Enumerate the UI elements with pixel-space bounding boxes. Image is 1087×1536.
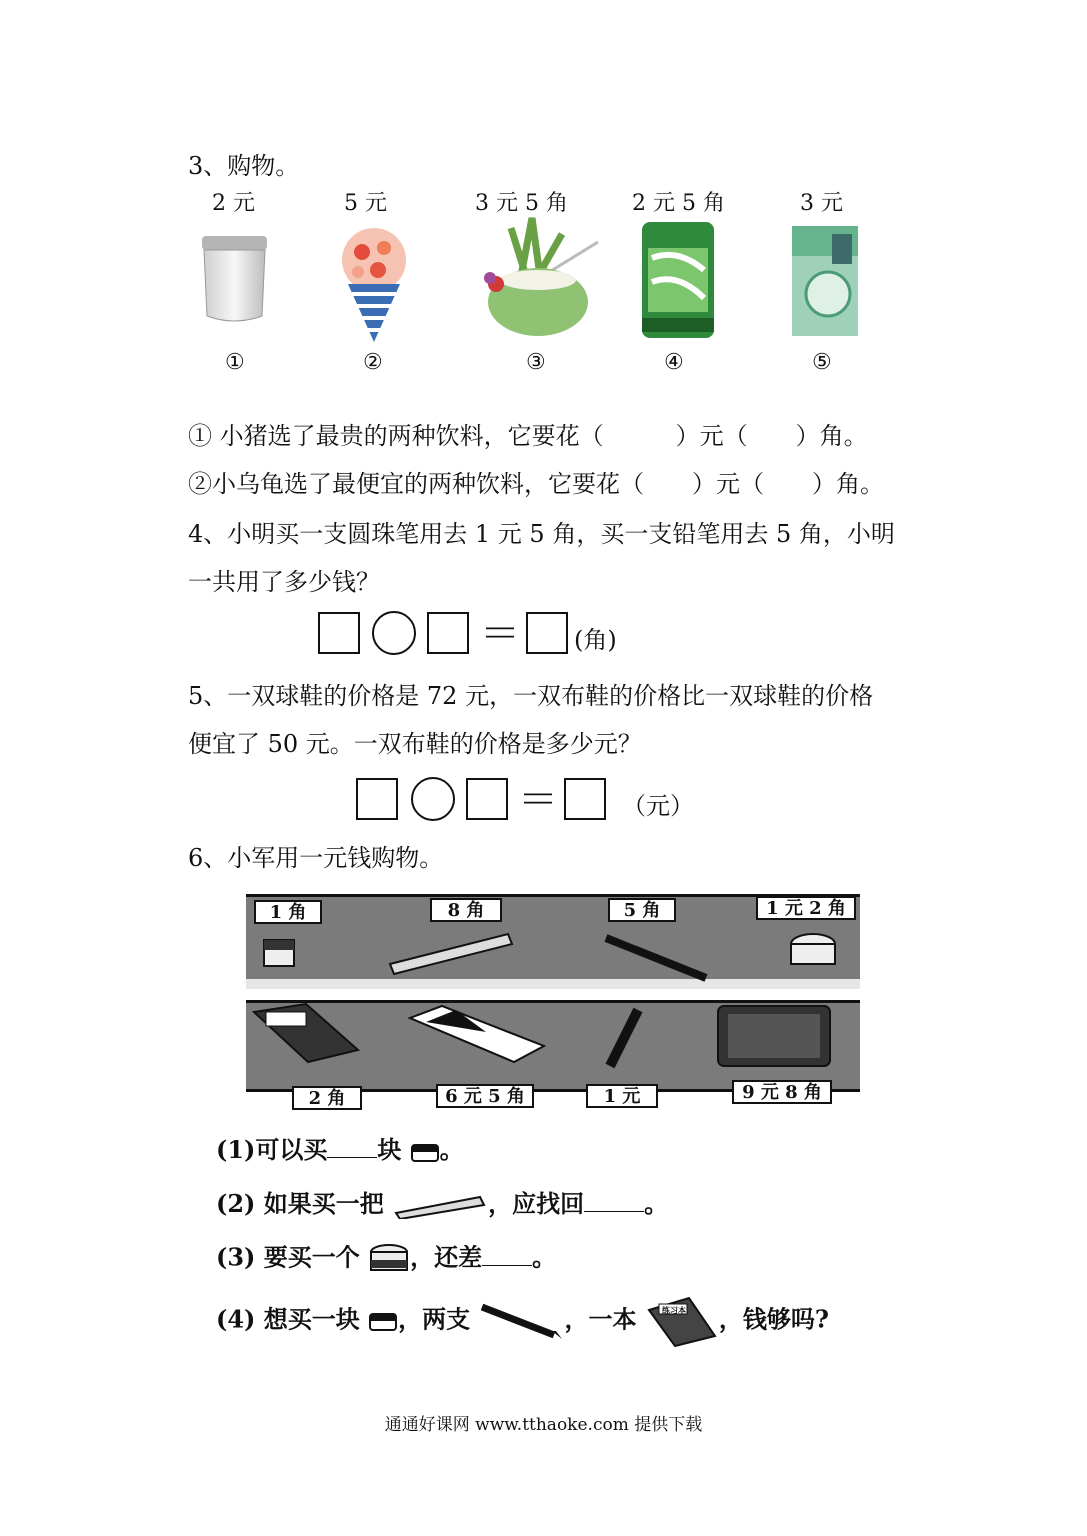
price-tag: 5 角 [608,898,676,922]
price-tag: 9 元 8 角 [732,1080,832,1104]
price-5: 3 元 [800,191,843,216]
answer-box[interactable] [318,612,360,654]
price-tag: 2 角 [292,1086,362,1110]
item-number-2: ② [363,350,383,375]
q4-line-1: 4、小明买一支圆珠笔用去 1 元 5 角，买一支铅笔用去 5 角，小明 [188,520,895,548]
q5-line-2: 便宜了 50 元。一双布鞋的价格是多少元？ [188,730,642,758]
q6-sub-4: (4) 想买一块 ，两支 ，一本 练习本 ，钱够吗? [216,1294,829,1348]
operator-circle[interactable] [372,611,416,655]
footer: 通通好课网 www.tthaoke.com 提供下载 [384,1415,703,1435]
q6-title: 6、小军用一元钱购物。 [188,844,444,872]
price-tag: 1 角 [254,900,322,924]
notebook-icon [645,1294,719,1348]
price-1: 2 元 [212,191,255,216]
notebook-cover-text: 练习本 [661,1305,686,1315]
answer-box[interactable] [356,778,398,820]
item-number-1: ① [225,350,245,375]
item-number-4: ④ [664,350,684,375]
price-3: 3 元 5 角 [475,191,568,216]
answer-box[interactable] [466,778,508,820]
equals-sign: ＝ [518,777,558,823]
coconut-drink-image [466,214,606,338]
q6-sub-1: (1)可以买 块 。 [216,1135,464,1164]
unit-label: （元） [622,792,694,820]
q3-question-2: ②小乌龟选了最便宜的两种饮料，它要花（ ）元（ ）角。 [188,470,884,498]
eraser-icon [410,1141,440,1163]
unit-label: (角) [574,626,617,654]
item-number-5: ⑤ [812,350,832,375]
yogurt-jar-image [192,226,277,331]
answer-box[interactable] [564,778,606,820]
ruler-icon [392,1193,488,1219]
operator-circle[interactable] [411,777,455,821]
q6-sub-2: (2) 如果买一把 ，应找回 。 [216,1189,669,1218]
item-number-3: ③ [526,350,546,375]
q6-sub-3: (3) 要买一个 ，还差 。 [216,1242,556,1276]
q3-question-1: ① 小猪选了最贵的两种饮料，它要花（ ）元（ ）角。 [188,422,868,450]
q4-line-2: 一共用了多少钱？ [188,568,380,596]
price-tag: 8 角 [430,898,502,922]
equals-sign: ＝ [480,611,520,657]
price-2: 5 元 [344,191,387,216]
price-tag: 6 元 5 角 [436,1084,534,1108]
q5-line-1: 5、一双球鞋的价格是 72 元，一双布鞋的价格比一双球鞋的价格 [188,682,874,710]
price-tag: 1 元 2 角 [756,896,856,920]
q3-title: 3、购物。 [188,152,300,180]
answer-box[interactable] [427,612,469,654]
pencil-box-tin-icon [368,1242,410,1276]
answer-box[interactable] [526,612,568,654]
price-4: 2 元 5 角 [632,191,725,216]
eraser-icon [368,1310,398,1332]
soda-can-image [638,218,718,342]
ice-cream-cone-image [334,222,424,344]
coconut-juice-box-image [788,222,862,340]
pencil-icon [478,1301,564,1341]
price-tag: 1 元 [586,1084,658,1108]
shop-shelf-illustration [246,882,862,1110]
